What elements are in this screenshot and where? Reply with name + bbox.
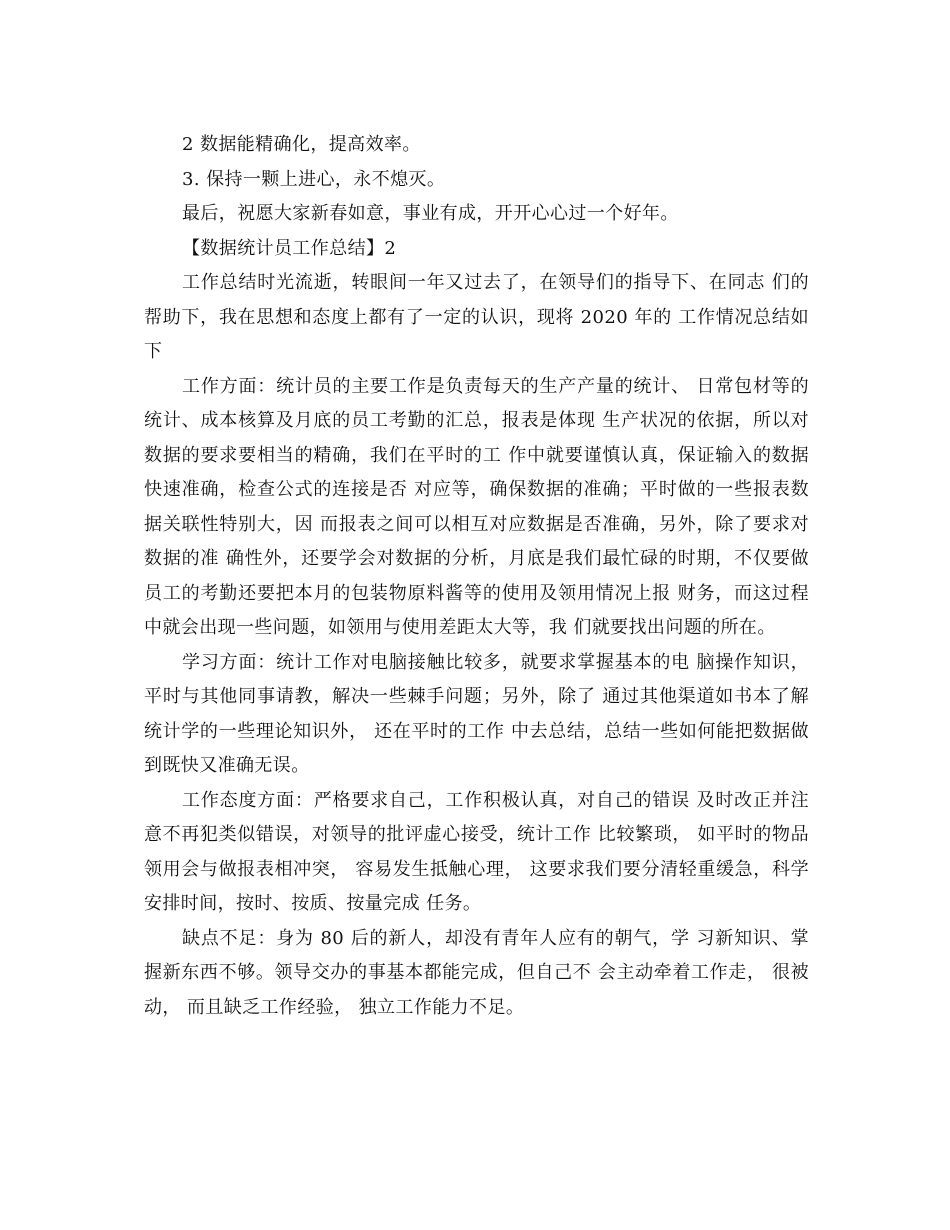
paragraph-item-3: 3. 保持一颗上进心，永不熄灭。: [182, 168, 446, 190]
document-body: [144, 128, 809, 1025]
section-heading: 【数据统计员工作总结】2: [182, 237, 397, 259]
work-aspect: 工作方面：统计员的主要工作是负责每天的生产产量的统计、 日常包材等的统计、成本核算及月底的员工考勤的汇总，报表是体现 生产状况的依据，所以对数据的要求要相当的精确，我们在平时的工 作中就要谨慎认真，保证输入的数据快速准确，检查公式的连接是否 对应等，确保数据的准确；平时做的一些报表数据关联性特别大，因 而报表之间可以相互对应数据是否准确，另外，除了要求对数据的准 确性外，还要学会对数据的分析，月底是我们最忙碌的时期，不仅要做员工的考勤还要把本月的包装物原料酱等的使用及领用情况上报 财务，而这过程中就会出现一些问题，如领用与使用差距太大等，我 们就要找出问题的所在。: [144, 375, 809, 638]
closing-wishes: 最后，祝愿大家新春如意，事业有成，开开心心过一个好年。: [182, 203, 679, 224]
paragraph-item-2: 2 数据能精确化，提高效率。: [182, 134, 421, 155]
shortcomings: 缺点不足：身为 80 后的新人，却没有青年人应有的朝气，学 习新知识、掌握新东西不够。领导交办的事基本都能完成，但自己不 会主动牵着工作走， 很被动， 而且缺乏工作经验， 独立工作能力不足。: [144, 927, 809, 1018]
attitude-aspect: 工作态度方面：严格要求自己，工作积极认真，对自己的错误 及时改正并注意不再犯类似错误，对领导的批评虚心接受，统计工作 比较繁琐， 如平时的物品领用会与做报表相冲突， 容易发生抵触心理， 这要求我们要分清轻重缓急，科学安排时间，按时、按质、按量完成 任务。: [144, 789, 809, 914]
study-aspect: 学习方面：统计工作对电脑接触比较多，就要求掌握基本的电 脑操作知识，平时与其他同事请教，解决一些棘手问题；另外，除了 通过其他渠道如书本了解统计学的一些理论知识外， 还在平时的工作 中去总结，总结一些如何能把数据做到既快又准确无误。: [144, 651, 809, 776]
summary-intro: 工作总结时光流逝，转眼间一年又过去了，在领导们的指导下、在同志 们的帮助下，我在思想和态度上都有了一定的认识，现将 2020 年的 工作情况总结如下: [144, 272, 809, 362]
